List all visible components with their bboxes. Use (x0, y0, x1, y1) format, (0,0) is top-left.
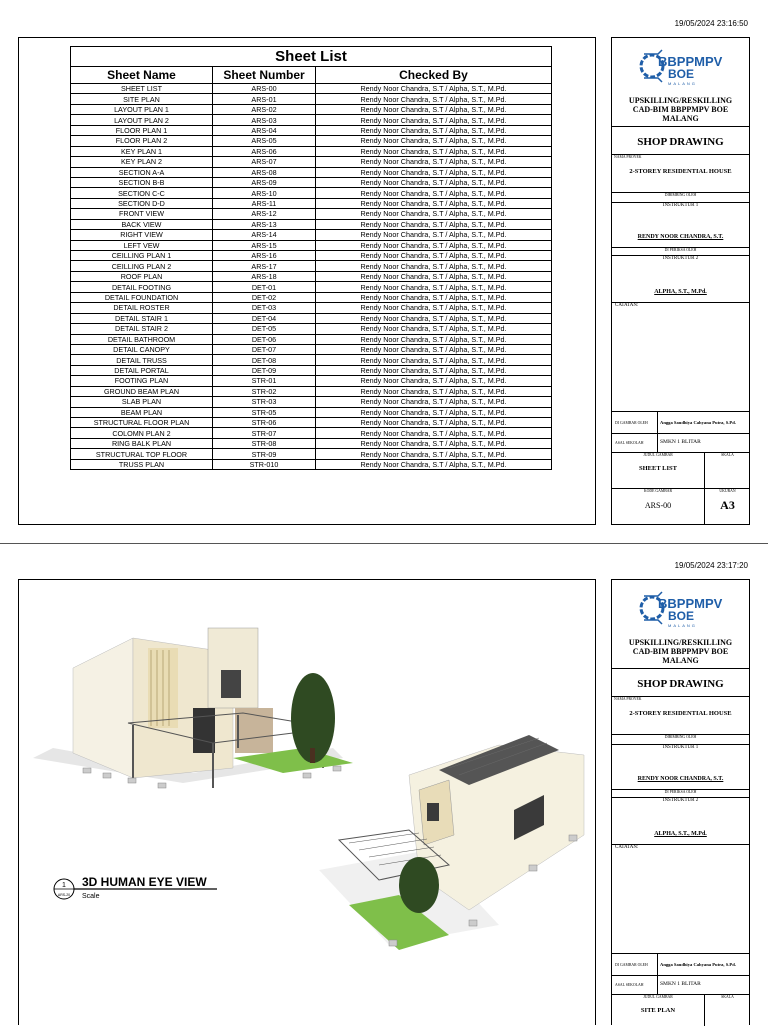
table-row (71, 94, 552, 104)
checked-by-cell: Rendy Noor Chandra, S.T / Alpha, S.T., M.Pd. (316, 365, 552, 375)
sheet-number-cell: DET-07 (213, 344, 316, 354)
org-line-1: UPSKILLING/RESKILLING (628, 96, 733, 105)
table-row (71, 397, 552, 407)
table-row (71, 125, 552, 135)
drawing-title-label: JUDUL GAMBAR (643, 453, 673, 457)
sheet-name-cell: KEY PLAN 1 (71, 146, 213, 156)
checked-by-cell: Rendy Noor Chandra, S.T / Alpha, S.T., M.Pd. (316, 292, 552, 302)
drawn-by-label: DI GAMBAR OLEH (615, 963, 648, 967)
instructor-2-label: INSTRUKTUR 2 (662, 798, 699, 803)
view-callout-icon (52, 875, 252, 905)
table-row (71, 459, 552, 469)
logo-city: MALANG (668, 81, 697, 86)
table-row (71, 251, 552, 261)
sheet-name-cell: SECTION B-B (71, 177, 213, 187)
scale-label: SKALA (721, 995, 734, 999)
instructor-1-label: INSTRUKTUR 1 (662, 745, 699, 750)
sheet-number-cell: DET-03 (213, 303, 316, 313)
checked-by-cell: Rendy Noor Chandra, S.T / Alpha, S.T., M.Pd. (316, 407, 552, 417)
table-row (71, 282, 552, 292)
view-number: 1 (62, 882, 66, 889)
checked-by-cell: Rendy Noor Chandra, S.T / Alpha, S.T., M.Pd. (316, 428, 552, 438)
table-row (71, 198, 552, 208)
checked-by-cell: Rendy Noor Chandra, S.T / Alpha, S.T., M.Pd. (316, 376, 552, 386)
sheet-name-cell: GROUND BEAM PLAN (71, 386, 213, 396)
instructor-1-name: RENDY NOOR CHANDRA, S.T. (637, 776, 724, 782)
sheet-name-cell: BEAM PLAN (71, 407, 213, 417)
table-row (71, 209, 552, 219)
sheet-number-cell: ARS-11 (213, 198, 316, 208)
checked-by-cell: Rendy Noor Chandra, S.T / Alpha, S.T., M.Pd. (316, 94, 552, 104)
drawn-by-label: DI GAMBAR OLEH (615, 421, 648, 425)
table-row (71, 324, 552, 334)
project-name: 2-STOREY RESIDENTIAL HOUSE (629, 710, 732, 717)
view-ref: ARS-20 (57, 893, 71, 897)
sheet-name-cell: SECTION D-D (71, 198, 213, 208)
sheet-number-cell: ARS-06 (213, 146, 316, 156)
sheet-number-cell: ARS-17 (213, 261, 316, 271)
sheet-number-cell: STR-09 (213, 449, 316, 459)
instructor-2-name: ALPHA, S.T., M.Pd. (654, 831, 707, 837)
instructor-2-name: ALPHA, S.T., M.Pd. (654, 289, 707, 295)
sheet-number-cell: ARS-16 (213, 251, 316, 261)
school-name: SMKN 1 BLITAR (660, 981, 701, 987)
sheet-name-cell: FLOOR PLAN 1 (71, 125, 213, 135)
checked-by-cell: Rendy Noor Chandra, S.T / Alpha, S.T., M.Pd. (316, 449, 552, 459)
view-title-marker (52, 875, 252, 910)
sheet-name-cell: SECTION A-A (71, 167, 213, 177)
drawing-area (18, 579, 596, 1025)
sheet-name-cell: DETAIL STAIR 1 (71, 313, 213, 323)
sheet-name-cell: DETAIL BATHROOM (71, 334, 213, 344)
sheet-list-table (70, 46, 552, 470)
title-block (611, 579, 750, 1025)
logo-city: MALANG (668, 623, 697, 628)
sheet-name-cell: RING BALK PLAN (71, 438, 213, 448)
org-line-3: MALANG (662, 656, 699, 665)
sheet-number-cell: DET-06 (213, 334, 316, 344)
sheet-number-cell: STR-07 (213, 428, 316, 438)
sheet-number-cell: ARS-01 (213, 94, 316, 104)
table-row (71, 355, 552, 365)
sheet-number-cell: DET-04 (213, 313, 316, 323)
table-row (71, 271, 552, 281)
sheet-page-2 (0, 544, 768, 1024)
table-row (71, 157, 552, 167)
view-scale: Scale (82, 893, 100, 900)
column-header-sheet-name: Sheet Name (71, 67, 213, 84)
checked-by-cell: Rendy Noor Chandra, S.T / Alpha, S.T., M.Pd. (316, 125, 552, 135)
sheet-number-cell: STR-01 (213, 376, 316, 386)
sheet-name-cell: LAYOUT PLAN 1 (71, 104, 213, 114)
school-label: ASAL SEKOLAH (615, 441, 644, 445)
drawing-title-label: JUDUL GAMBAR (643, 995, 673, 999)
size-label: UKURAN (719, 489, 736, 493)
sheet-name-cell: SITE PLAN (71, 94, 213, 104)
table-row (71, 167, 552, 177)
table-row (71, 428, 552, 438)
checked-by-cell: Rendy Noor Chandra, S.T / Alpha, S.T., M.Pd. (316, 157, 552, 167)
checked-by-cell: Rendy Noor Chandra, S.T / Alpha, S.T., M.Pd. (316, 177, 552, 187)
sheet-name-cell: SHEET LIST (71, 84, 213, 94)
table-row (71, 418, 552, 428)
gear-circuit-icon (638, 44, 726, 88)
sheet-name-cell: RIGHT VIEW (71, 230, 213, 240)
logo-sub: BOE (668, 609, 695, 623)
school-name: SMKN 1 BLITAR (660, 439, 701, 445)
checked-by-cell: Rendy Noor Chandra, S.T / Alpha, S.T., M.Pd. (316, 386, 552, 396)
org-line-2: CAD-BIM BBPPMPV BOE (632, 647, 729, 656)
sheet-number-cell: ARS-18 (213, 271, 316, 281)
sheet-number-cell: ARS-04 (213, 125, 316, 135)
table-row (71, 303, 552, 313)
house-render-front (33, 608, 363, 808)
checked-by-cell: Rendy Noor Chandra, S.T / Alpha, S.T., M.Pd. (316, 397, 552, 407)
sheet-number-cell: ARS-02 (213, 104, 316, 114)
checked-label: DI PERIKSA OLEH (664, 248, 697, 252)
sheet-name-cell: STRUCTURAL TOP FLOOR (71, 449, 213, 459)
paper-size: A3 (720, 498, 735, 512)
project-name: 2-STOREY RESIDENTIAL HOUSE (629, 168, 732, 175)
checked-by-cell: Rendy Noor Chandra, S.T / Alpha, S.T., M.Pd. (316, 219, 552, 229)
project-label: NAMA PROYEK (614, 155, 642, 159)
sheet-number-cell: ARS-05 (213, 136, 316, 146)
sheet-number-cell: ARS-15 (213, 240, 316, 250)
notes-label: CATATAN: (615, 303, 639, 308)
code-label: KODE GAMBAR (643, 489, 673, 493)
sheet-name-cell: DETAIL STAIR 2 (71, 324, 213, 334)
logo-sub: BOE (668, 67, 695, 81)
sheet-number-cell: DET-05 (213, 324, 316, 334)
table-row (71, 449, 552, 459)
checked-by-cell: Rendy Noor Chandra, S.T / Alpha, S.T., M.Pd. (316, 104, 552, 114)
sheet-number-cell: DET-09 (213, 365, 316, 375)
sheet-name-cell: BACK VIEW (71, 219, 213, 229)
sheet-number-cell: ARS-12 (213, 209, 316, 219)
sheet-number-cell: ARS-09 (213, 177, 316, 187)
sheet-name-cell: CEILLING PLAN 2 (71, 261, 213, 271)
column-header-checked-by: Checked By (316, 67, 552, 84)
sheet-name-cell: TRUSS PLAN (71, 459, 213, 469)
sheet-number-cell: STR-010 (213, 459, 316, 469)
table-row (71, 365, 552, 375)
checked-by-cell: Rendy Noor Chandra, S.T / Alpha, S.T., M.Pd. (316, 271, 552, 281)
sheet-number-cell: ARS-00 (213, 84, 316, 94)
sheet-name-cell: SLAB PLAN (71, 397, 213, 407)
drawn-by-name: Angga Saudhiya Cahyana Putra, S.Pd. (660, 962, 736, 967)
checked-by-cell: Rendy Noor Chandra, S.T / Alpha, S.T., M.Pd. (316, 209, 552, 219)
checked-by-cell: Rendy Noor Chandra, S.T / Alpha, S.T., M.Pd. (316, 198, 552, 208)
gear-circuit-icon (638, 586, 726, 630)
table-row (71, 219, 552, 229)
bbppmpv-logo (638, 44, 726, 88)
checked-by-cell: Rendy Noor Chandra, S.T / Alpha, S.T., M.Pd. (316, 459, 552, 469)
scale-label: SKALA (721, 453, 734, 457)
checked-by-cell: Rendy Noor Chandra, S.T / Alpha, S.T., M.Pd. (316, 240, 552, 250)
table-row (71, 84, 552, 94)
sheet-number-cell: DET-02 (213, 292, 316, 302)
checked-by-cell: Rendy Noor Chandra, S.T / Alpha, S.T., M.Pd. (316, 230, 552, 240)
checked-by-cell: Rendy Noor Chandra, S.T / Alpha, S.T., M.Pd. (316, 355, 552, 365)
drawing-area (18, 37, 596, 525)
sheet-name-cell: ROOF PLAN (71, 271, 213, 281)
sheet-name-cell: DETAIL PORTAL (71, 365, 213, 375)
checked-by-cell: Rendy Noor Chandra, S.T / Alpha, S.T., M.Pd. (316, 251, 552, 261)
drawing-title: SITE PLAN (640, 1007, 676, 1014)
sheet-number-cell: DET-01 (213, 282, 316, 292)
logo-text: BBPPMPV (658, 54, 723, 69)
checked-by-cell: Rendy Noor Chandra, S.T / Alpha, S.T., M.Pd. (316, 303, 552, 313)
print-timestamp: 19/05/2024 23:17:20 (674, 561, 748, 570)
sheet-name-cell: LEFT VEW (71, 240, 213, 250)
table-row (71, 230, 552, 240)
checked-by-cell: Rendy Noor Chandra, S.T / Alpha, S.T., M.Pd. (316, 136, 552, 146)
table-row (71, 136, 552, 146)
print-timestamp: 19/05/2024 23:16:50 (674, 19, 748, 28)
table-row (71, 292, 552, 302)
checked-by-cell: Rendy Noor Chandra, S.T / Alpha, S.T., M.Pd. (316, 146, 552, 156)
table-row (71, 376, 552, 386)
checked-by-cell: Rendy Noor Chandra, S.T / Alpha, S.T., M.Pd. (316, 334, 552, 344)
checked-label: DI PERIKSA OLEH (664, 790, 697, 794)
checked-by-cell: Rendy Noor Chandra, S.T / Alpha, S.T., M.Pd. (316, 438, 552, 448)
column-header-sheet-number: Sheet Number (213, 67, 316, 84)
sheet-name-cell: FRONT VIEW (71, 209, 213, 219)
table-row (71, 104, 552, 114)
sheet-name-cell: KEY PLAN 2 (71, 157, 213, 167)
instructor-1-label: INSTRUKTUR 1 (662, 203, 699, 208)
sheet-list-body (71, 84, 552, 470)
sheet-name-cell: CEILLING PLAN 1 (71, 251, 213, 261)
sheet-number-cell: DET-08 (213, 355, 316, 365)
table-row (71, 313, 552, 323)
checked-by-cell: Rendy Noor Chandra, S.T / Alpha, S.T., M.Pd. (316, 282, 552, 292)
logo-text: BBPPMPV (658, 596, 723, 611)
checked-by-cell: Rendy Noor Chandra, S.T / Alpha, S.T., M.Pd. (316, 324, 552, 334)
checked-by-cell: Rendy Noor Chandra, S.T / Alpha, S.T., M.Pd. (316, 418, 552, 428)
sheet-number-cell: ARS-10 (213, 188, 316, 198)
org-line-3: MALANG (662, 114, 699, 123)
sheet-name-cell: DETAIL ROSTER (71, 303, 213, 313)
table-row (71, 115, 552, 125)
sheet-number-cell: ARS-07 (213, 157, 316, 167)
school-label: ASAL SEKOLAH (615, 983, 644, 987)
sheet-name-cell: STRUCTURAL FLOOR PLAN (71, 418, 213, 428)
sheet-name-cell: DETAIL FOOTING (71, 282, 213, 292)
drawn-by-name: Angga Saudhiya Cahyana Putra, S.Pd. (660, 420, 736, 425)
table-row (71, 386, 552, 396)
sheet-name-cell: DETAIL CANOPY (71, 344, 213, 354)
view-title: 3D HUMAN EYE VIEW (82, 875, 207, 889)
checked-by-cell: Rendy Noor Chandra, S.T / Alpha, S.T., M.Pd. (316, 344, 552, 354)
checked-by-cell: Rendy Noor Chandra, S.T / Alpha, S.T., M.Pd. (316, 188, 552, 198)
sheet-name-cell: FLOOR PLAN 2 (71, 136, 213, 146)
table-row (71, 188, 552, 198)
sheet-number-cell: STR-03 (213, 397, 316, 407)
sheet-number-cell: STR-08 (213, 438, 316, 448)
supervised-label: DIBIMBING OLEH (664, 193, 697, 197)
drawing-code: ARS-00 (644, 501, 672, 510)
table-row (71, 261, 552, 271)
org-line-1: UPSKILLING/RESKILLING (628, 638, 733, 647)
sheet-name-cell: COLOMN PLAN 2 (71, 428, 213, 438)
table-row (71, 344, 552, 354)
sheet-number-cell: STR-05 (213, 407, 316, 417)
org-line-2: CAD-BIM BBPPMPV BOE (632, 105, 729, 114)
bbppmpv-logo (638, 586, 726, 630)
notes-label: CATATAN: (615, 845, 639, 850)
checked-by-cell: Rendy Noor Chandra, S.T / Alpha, S.T., M.Pd. (316, 84, 552, 94)
house-render-aerial (319, 735, 594, 965)
drawing-type: SHOP DRAWING (637, 678, 724, 690)
sheet-name-cell: DETAIL TRUSS (71, 355, 213, 365)
sheet-name-cell: SECTION C-C (71, 188, 213, 198)
sheet-number-cell: ARS-13 (213, 219, 316, 229)
sheet-name-cell: FOOTING PLAN (71, 376, 213, 386)
title-block (611, 37, 750, 525)
instructor-1-name: RENDY NOOR CHANDRA, S.T. (637, 234, 724, 240)
project-label: NAMA PROYEK (614, 697, 642, 701)
checked-by-cell: Rendy Noor Chandra, S.T / Alpha, S.T., M.Pd. (316, 167, 552, 177)
sheet-name-cell: LAYOUT PLAN 2 (71, 115, 213, 125)
sheet-number-cell: STR-02 (213, 386, 316, 396)
sheet-number-cell: ARS-03 (213, 115, 316, 125)
sheet-list-title: Sheet List (71, 47, 552, 67)
table-row (71, 240, 552, 250)
instructor-2-label: INSTRUKTUR 2 (662, 256, 699, 261)
drawing-type: SHOP DRAWING (637, 136, 724, 148)
sheet-number-cell: ARS-08 (213, 167, 316, 177)
table-row (71, 334, 552, 344)
sheet-number-cell: ARS-14 (213, 230, 316, 240)
drawing-title: SHEET LIST (638, 465, 677, 472)
table-row (71, 146, 552, 156)
table-row (71, 177, 552, 187)
table-row (71, 438, 552, 448)
checked-by-cell: Rendy Noor Chandra, S.T / Alpha, S.T., M.Pd. (316, 115, 552, 125)
checked-by-cell: Rendy Noor Chandra, S.T / Alpha, S.T., M.Pd. (316, 313, 552, 323)
sheet-number-cell: STR-06 (213, 418, 316, 428)
table-row (71, 407, 552, 417)
supervised-label: DIBIMBING OLEH (664, 735, 697, 739)
sheet-name-cell: DETAIL FOUNDATION (71, 292, 213, 302)
checked-by-cell: Rendy Noor Chandra, S.T / Alpha, S.T., M.Pd. (316, 261, 552, 271)
